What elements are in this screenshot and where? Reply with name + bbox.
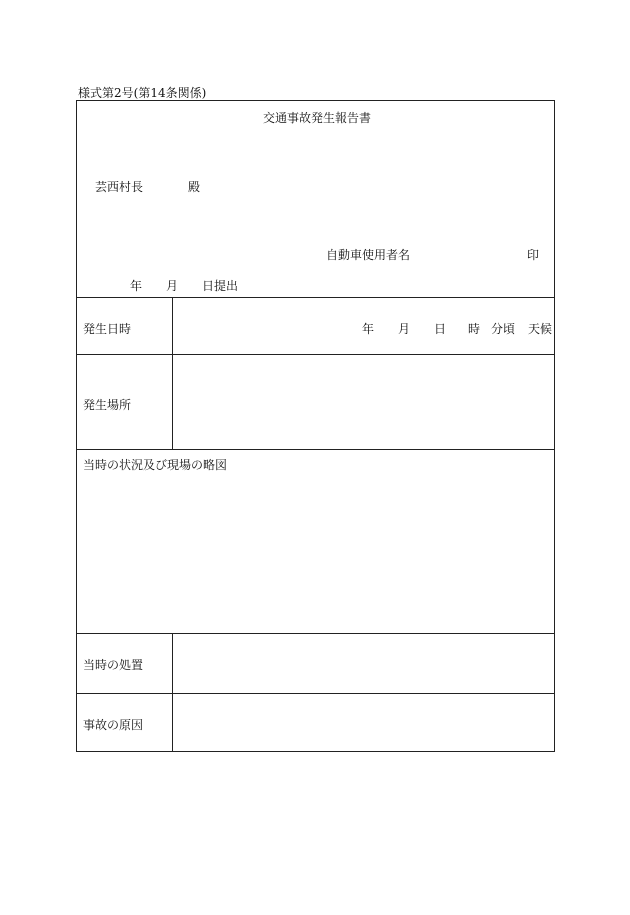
column-divider (172, 297, 173, 449)
occurrence-day-label: 日 (434, 322, 447, 336)
honorific: 殿 (188, 180, 201, 194)
occurrence-year-label: 年 (362, 322, 375, 336)
submit-year-label: 年 (130, 279, 143, 293)
addressee: 芸西村長 (95, 180, 144, 194)
seal-mark: 印 (527, 248, 540, 262)
form-title: 交通事故発生報告書 (263, 111, 372, 125)
report-form (76, 100, 555, 752)
form-number: 様式第2号(第14条関係) (78, 86, 207, 100)
divider (77, 693, 554, 694)
occurrence-datetime-label: 発生日時 (83, 322, 132, 336)
weather-label: 天候 (528, 322, 553, 336)
submit-month-label: 月 (166, 279, 179, 293)
divider (77, 297, 554, 298)
submit-day-label: 日提出 (202, 279, 239, 293)
location-label: 発生場所 (83, 398, 132, 412)
divider (77, 633, 554, 634)
applicant-label: 自動車使用者名 (326, 248, 411, 262)
measures-label: 当時の処置 (83, 658, 144, 672)
divider (77, 449, 554, 450)
occurrence-minute-label: 分頃 (491, 322, 516, 336)
situation-sketch-label: 当時の状況及び現場の略図 (83, 458, 228, 472)
occurrence-month-label: 月 (398, 322, 411, 336)
divider (77, 354, 554, 355)
cause-label: 事故の原因 (83, 718, 144, 732)
occurrence-hour-label: 時 (468, 322, 481, 336)
